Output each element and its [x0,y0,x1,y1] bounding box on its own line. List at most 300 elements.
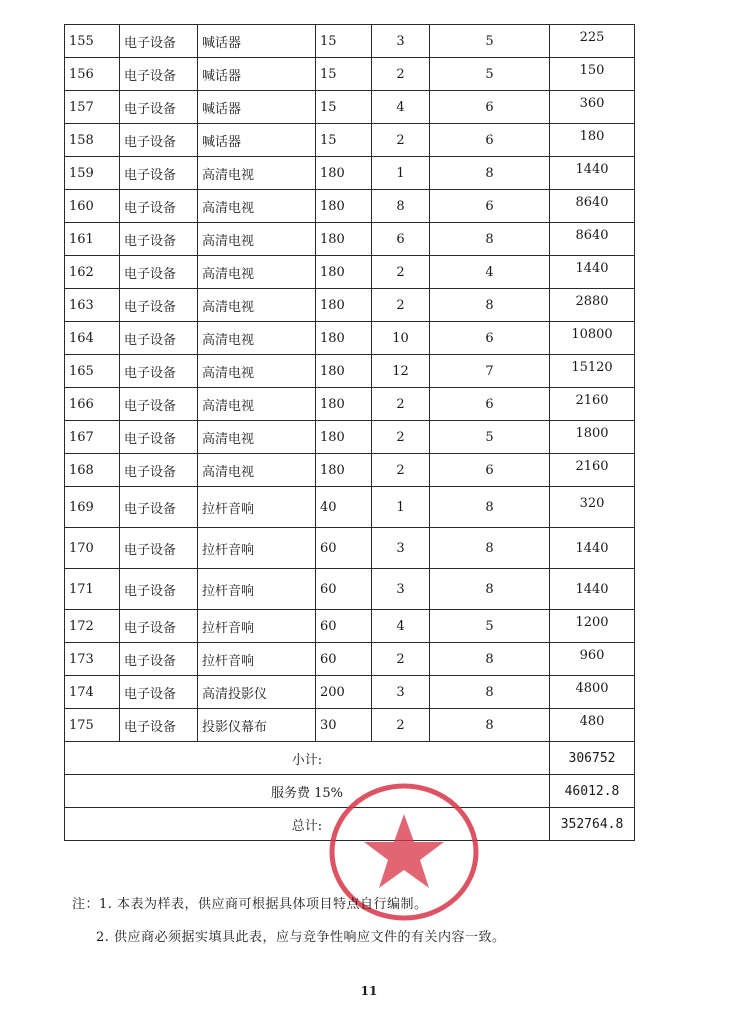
row-quantity-text: 8 [396,198,405,214]
row-item-name-text: 高清电视 [202,266,255,282]
row-unit-price [316,223,372,256]
row-quantity [372,528,430,569]
row-category [120,124,198,157]
row-category [120,487,198,528]
row-item-name [198,528,316,569]
row-number [65,454,120,487]
row-item-name-text: 高清电视 [202,332,255,348]
row-quantity-text: 2 [396,717,405,733]
row-number-text: 171 [69,581,94,597]
row-total-text: 1800 [575,425,609,441]
row-item-name [198,58,316,91]
row-item-name-text: 高清电视 [202,233,255,249]
row-total [550,487,635,528]
row-days-text: 5 [485,429,494,445]
row-number-text: 156 [69,66,94,82]
row-item-name-text: 高清投影仪 [202,686,268,702]
table-row [65,355,635,388]
row-item-name [198,421,316,454]
row-item-name [198,157,316,190]
row-quantity-text: 2 [396,132,405,148]
row-number-text: 170 [69,540,94,556]
row-item-name [198,454,316,487]
row-category [120,256,198,289]
row-category [120,289,198,322]
row-total-text: 1440 [575,581,609,597]
row-quantity [372,190,430,223]
row-category-text: 电子设备 [124,583,177,599]
row-quantity [372,289,430,322]
table-row [65,25,635,58]
table-row [65,289,635,322]
row-category [120,388,198,421]
table-row [65,643,635,676]
row-item-name-text: 拉杆音响 [202,620,255,636]
row-total [550,355,635,388]
row-unit-price [316,157,372,190]
row-unit-price [316,569,372,610]
table-row [65,322,635,355]
row-number [65,256,120,289]
row-days [430,190,550,223]
row-unit-price [316,454,372,487]
row-total [550,388,635,421]
row-unit-price-text: 60 [320,618,337,634]
row-category-text: 电子设备 [124,167,177,183]
row-total-text: 225 [579,29,605,45]
row-total-text: 15120 [571,359,613,375]
row-unit-price-text: 60 [320,651,337,667]
row-quantity-text: 2 [396,429,405,445]
row-unit-price-text: 180 [320,363,345,379]
row-quantity-text: 2 [396,66,405,82]
row-days-text: 6 [485,330,494,346]
row-item-name-text: 高清电视 [202,167,255,183]
row-total [550,709,635,742]
row-quantity-text: 12 [392,363,409,379]
table-row [65,421,635,454]
row-category-text: 电子设备 [124,464,177,480]
row-item-name [198,676,316,709]
row-unit-price-text: 15 [320,99,337,115]
row-category [120,322,198,355]
row-category [120,58,198,91]
row-item-name-text: 高清电视 [202,398,255,414]
row-number-text: 162 [69,264,94,280]
row-total [550,223,635,256]
row-number [65,421,120,454]
row-item-name [198,709,316,742]
row-number [65,610,120,643]
row-unit-price-text: 180 [320,330,345,346]
row-number-text: 173 [69,651,94,667]
table-row [65,124,635,157]
row-number [65,676,120,709]
row-days [430,157,550,190]
row-unit-price [316,487,372,528]
row-category-text: 电子设备 [124,233,177,249]
table-row [65,709,635,742]
table-row [65,528,635,569]
row-unit-price [316,256,372,289]
row-number [65,223,120,256]
row-item-name-text: 高清电视 [202,464,255,480]
row-number-text: 161 [69,231,94,247]
row-item-name-text: 喊话器 [202,35,242,51]
row-number-text: 169 [69,499,94,515]
row-days [430,676,550,709]
row-quantity [372,454,430,487]
row-quantity-text: 2 [396,462,405,478]
grand-total-row [65,808,635,841]
table-row [65,91,635,124]
table-row [65,388,635,421]
row-total [550,421,635,454]
row-total-text: 8640 [575,227,609,243]
row-days-text: 8 [485,651,494,667]
row-category [120,25,198,58]
row-days-text: 4 [485,264,494,280]
row-item-name [198,610,316,643]
row-quantity-text: 2 [396,396,405,412]
row-category [120,421,198,454]
row-total-text: 1440 [575,260,609,276]
row-category-text: 电子设备 [124,365,177,381]
row-quantity-text: 4 [396,618,405,634]
row-quantity [372,487,430,528]
row-unit-price [316,528,372,569]
row-unit-price-text: 180 [320,297,345,313]
row-unit-price-text: 180 [320,429,345,445]
row-days [430,528,550,569]
row-category-text: 电子设备 [124,431,177,447]
row-unit-price [316,322,372,355]
row-unit-price [316,355,372,388]
row-quantity [372,569,430,610]
row-unit-price-text: 180 [320,396,345,412]
row-number [65,25,120,58]
row-days-text: 8 [485,684,494,700]
row-category [120,528,198,569]
row-total-text: 180 [579,128,605,144]
footnote-2: 2. 供应商必须据实填具此表，应与竞争性响应文件的有关内容一致。 [96,930,506,945]
row-item-name [198,124,316,157]
row-total [550,190,635,223]
row-unit-price-text: 15 [320,66,337,82]
row-days-text: 8 [485,540,494,556]
row-number-text: 168 [69,462,94,478]
row-number-text: 158 [69,132,94,148]
row-days-text: 6 [485,99,494,115]
row-item-name-text: 拉杆音响 [202,653,255,669]
service-fee-row-value: 46012.8 [550,775,635,808]
row-total-text: 1440 [575,161,609,177]
service-fee-row [65,775,635,808]
row-unit-price [316,25,372,58]
row-category-text: 电子设备 [124,200,177,216]
row-number-text: 165 [69,363,94,379]
row-days [430,289,550,322]
row-category [120,643,198,676]
row-number-text: 175 [69,717,94,733]
row-total-text: 10800 [571,326,613,342]
row-category [120,91,198,124]
row-item-name [198,643,316,676]
row-number [65,190,120,223]
row-days-text: 8 [485,581,494,597]
row-item-name [198,487,316,528]
row-total [550,58,635,91]
row-unit-price-text: 30 [320,717,337,733]
row-total [550,124,635,157]
row-unit-price-text: 15 [320,33,337,49]
table-row [65,190,635,223]
row-item-name [198,25,316,58]
row-category [120,157,198,190]
row-days [430,124,550,157]
row-total [550,25,635,58]
row-quantity [372,223,430,256]
row-quantity [372,709,430,742]
page-number: 11 [360,984,378,998]
row-total-text: 2880 [575,293,609,309]
row-category-text: 电子设备 [124,501,177,517]
row-item-name [198,91,316,124]
row-category [120,223,198,256]
row-unit-price [316,91,372,124]
row-days-text: 8 [485,231,494,247]
row-item-name [198,223,316,256]
table-row [65,157,635,190]
row-quantity-text: 3 [396,540,405,556]
row-number [65,58,120,91]
row-item-name [198,355,316,388]
row-total [550,91,635,124]
row-number-text: 159 [69,165,94,181]
row-unit-price-text: 180 [320,462,345,478]
row-quantity [372,25,430,58]
table-row [65,676,635,709]
table-row [65,610,635,643]
row-days [430,454,550,487]
row-days [430,322,550,355]
row-unit-price-text: 60 [320,581,337,597]
row-unit-price-text: 180 [320,165,345,181]
row-days-text: 5 [485,33,494,49]
row-quantity-text: 3 [396,581,405,597]
row-category-text: 电子设备 [124,542,177,558]
row-category-text: 电子设备 [124,134,177,150]
row-number-text: 160 [69,198,94,214]
table-row [65,487,635,528]
row-unit-price-text: 180 [320,198,345,214]
row-unit-price [316,676,372,709]
service-fee-row-label: 服务费 15% [65,775,550,808]
row-quantity [372,610,430,643]
row-quantity-text: 2 [396,264,405,280]
row-number [65,157,120,190]
row-category-text: 电子设备 [124,68,177,84]
row-number-text: 163 [69,297,94,313]
row-quantity [372,676,430,709]
row-total [550,256,635,289]
row-unit-price-text: 180 [320,231,345,247]
row-item-name-text: 喊话器 [202,101,242,117]
row-item-name-text: 喊话器 [202,134,242,150]
row-number [65,355,120,388]
row-item-name-text: 喊话器 [202,68,242,84]
row-quantity-text: 2 [396,297,405,313]
row-quantity-text: 3 [396,33,405,49]
row-days-text: 6 [485,198,494,214]
row-total [550,157,635,190]
row-unit-price-text: 60 [320,540,337,556]
row-days [430,610,550,643]
row-unit-price [316,190,372,223]
row-item-name [198,190,316,223]
row-total-text: 360 [579,95,605,111]
row-number-text: 172 [69,618,94,634]
row-unit-price-text: 15 [320,132,337,148]
row-unit-price-text: 200 [320,684,345,700]
row-item-name [198,322,316,355]
table-row [65,256,635,289]
row-total-text: 320 [579,495,605,511]
row-total [550,610,635,643]
row-unit-price [316,610,372,643]
row-total [550,569,635,610]
row-item-name-text: 拉杆音响 [202,542,255,558]
row-days [430,421,550,454]
row-days-text: 6 [485,132,494,148]
table-body [65,25,635,841]
row-item-name-text: 高清电视 [202,299,255,315]
row-unit-price [316,709,372,742]
row-category-text: 电子设备 [124,653,177,669]
grand-total-row-label: 总计: [65,808,550,841]
row-category-text: 电子设备 [124,299,177,315]
row-days-text: 5 [485,618,494,634]
row-total-text: 2160 [575,392,609,408]
row-total-text: 2160 [575,458,609,474]
row-item-name [198,256,316,289]
row-category-text: 电子设备 [124,101,177,117]
row-category [120,610,198,643]
row-quantity-text: 3 [396,684,405,700]
row-item-name-text: 高清电视 [202,365,255,381]
row-quantity-text: 10 [392,330,409,346]
row-days [430,388,550,421]
row-unit-price [316,643,372,676]
row-quantity [372,157,430,190]
row-days [430,256,550,289]
row-quantity-text: 1 [396,499,405,515]
row-item-name-text: 投影仪幕布 [202,719,268,735]
row-item-name [198,388,316,421]
row-quantity [372,421,430,454]
row-number [65,91,120,124]
row-quantity [372,388,430,421]
row-days-text: 5 [485,66,494,82]
row-item-name-text: 拉杆音响 [202,501,255,517]
row-category [120,569,198,610]
row-number-text: 174 [69,684,94,700]
row-days [430,355,550,388]
table-row [65,454,635,487]
row-category-text: 电子设备 [124,686,177,702]
row-days [430,58,550,91]
row-number [65,569,120,610]
row-category [120,676,198,709]
row-category [120,454,198,487]
row-item-name [198,289,316,322]
row-total-text: 480 [579,713,605,729]
row-quantity [372,643,430,676]
row-item-name-text: 高清电视 [202,431,255,447]
row-quantity [372,322,430,355]
row-days-text: 7 [485,363,494,379]
row-number [65,124,120,157]
row-total-text: 4800 [575,680,609,696]
row-unit-price-text: 40 [320,499,337,515]
row-days [430,569,550,610]
row-total [550,676,635,709]
grand-total-row-value: 352764.8 [550,808,635,841]
row-days [430,643,550,676]
footnote-1: 注：1. 本表为样表，供应商可根据具体项目特点自行编制。 [72,897,428,912]
row-total-text: 8640 [575,194,609,210]
row-quantity [372,355,430,388]
row-days [430,223,550,256]
row-category [120,190,198,223]
row-days [430,25,550,58]
row-quantity [372,124,430,157]
row-days-text: 6 [485,396,494,412]
row-item-name-text: 拉杆音响 [202,583,255,599]
row-number-text: 166 [69,396,94,412]
row-number-text: 164 [69,330,94,346]
row-category-text: 电子设备 [124,266,177,282]
row-quantity [372,91,430,124]
row-quantity-text: 4 [396,99,405,115]
row-number [65,709,120,742]
row-number [65,388,120,421]
row-unit-price [316,58,372,91]
row-number [65,487,120,528]
row-number [65,289,120,322]
row-number-text: 155 [69,33,94,49]
table-row [65,223,635,256]
row-total-text: 1200 [575,614,609,630]
row-unit-price [316,421,372,454]
row-total [550,454,635,487]
row-number-text: 157 [69,99,94,115]
row-category-text: 电子设备 [124,620,177,636]
row-days-text: 8 [485,165,494,181]
row-number-text: 167 [69,429,94,445]
row-days [430,487,550,528]
row-total [550,322,635,355]
row-days-text: 8 [485,717,494,733]
row-total-text: 150 [579,62,605,78]
row-category [120,355,198,388]
row-category-text: 电子设备 [124,398,177,414]
row-quantity-text: 6 [396,231,405,247]
row-number [65,643,120,676]
row-days [430,91,550,124]
row-item-name-text: 高清电视 [202,200,255,216]
row-quantity-text: 1 [396,165,405,181]
